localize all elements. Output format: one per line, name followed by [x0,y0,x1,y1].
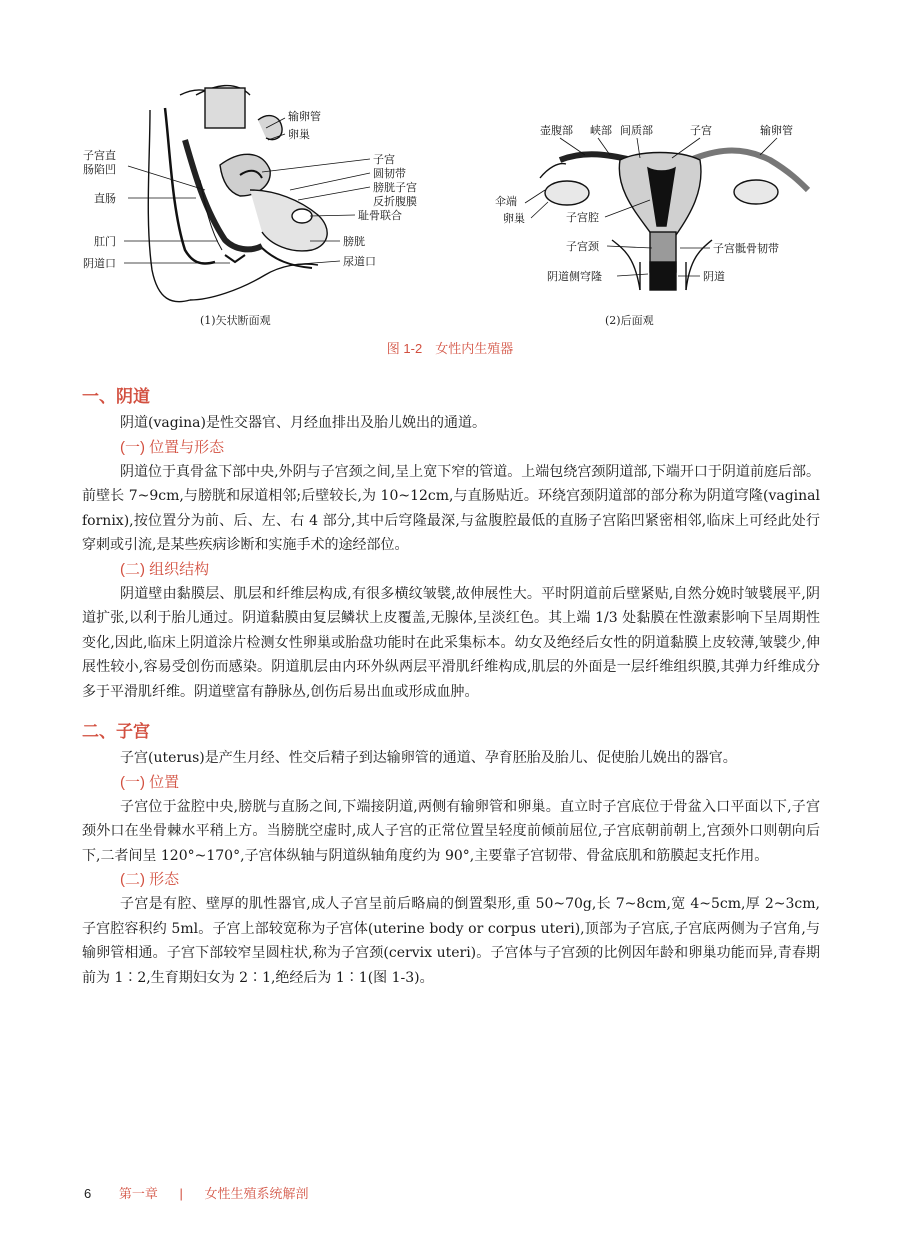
subheading-position-shape: (一) 位置与形态 [120,438,225,456]
label-rectouterine-pouch-1: 子宫直 [83,149,116,162]
label-rectum: 直肠 [94,192,116,205]
label-ovary: 卵巢 [288,128,310,141]
label-vaginal-orifice: 阴道口 [83,257,116,270]
chapter-label: 第一章 [118,1186,158,1201]
label-vesicouterine-1: 膀胱子宫 [373,181,417,194]
label-lateral-fornix: 阴道侧穹隆 [547,270,602,283]
main-text [82,383,820,990]
label-interstitial: 间质部 [620,124,653,137]
vagina-position-text: 阴道位于真骨盆下部中央,外阴与子宫颈之间,呈上宽下窄的管道。上端包绕宫颈阴道部,下端开口于阴道前庭后部。前壁长 7~9cm,与膀胱和尿道相邻;后壁较长,为 10~12cm,与直肠贴近。环绕宫颈阴道部的部分称为阴道穹隆(vaginal fornix),按位置分为前、后、左、右 4 部分,其中后穹隆最深,与盆腹腔最低的直肠子宫陷凹紧密相邻,临床上可经此处行穿刺或引流,是某些疾病诊断和实施手术的途经部位。 [82,463,820,553]
label-round-ligament: 圆韧带 [373,167,406,180]
label-pubic-symphysis: 耻骨联合 [358,209,402,222]
uterus-position-text: 子宫位于盆腔中央,膀胱与直肠之间,下端接阴道,两侧有输卵管和卵巢。直立时子宫底位于骨盆入口平面以下,子宫颈外口在坐骨棘水平稍上方。当膀胱空虚时,成人子宫的正常位置呈轻度前倾前屈位,子宫底朝前朝上,宫颈外口则朝向后下,二者间呈 120°~170°,子宫体纵轴与阴道纵轴角度约为 90°,主要靠子宫韧带、骨盆底肌和筋膜起支托作用。 [82,798,820,864]
page-number: 6 [84,1186,92,1201]
subheading-shape: (二) 形态 [120,871,180,888]
label-uterosacral-ligament: 子宫骶骨韧带 [713,242,779,255]
vagina-tissue-text: 阴道壁由黏膜层、肌层和纤维层构成,有很多横纹皱襞,故伸展性大。平时阴道前后壁紧贴,自然分娩时皱襞展平,阴道扩张,以利于胎儿通过。阴道黏膜由复层鳞状上皮覆盖,无腺体,呈淡红色。其上端 1/3 处黏膜在性激素影响下呈周期性变化,因此,临床上阴道涂片检测女性卵巢或胎盘功能时在此采集标本。幼女及绝经后女性的阴道黏膜上皮较薄,皱襞少,伸展性较小,容易受创伤而感染。阴道肌层由内环外纵两层平滑肌纤维构成,肌层的外面是一层纤维组织膜,其弹力纤维成分多于平滑肌纤维。阴道壁富有静脉丛,创伤后易出血或形成血肿。 [82,585,820,700]
footer-separator: | [179,1186,183,1201]
caption-posterior: (2)后面观 [605,314,654,327]
label-tube-top: 输卵管 [760,124,793,137]
label-uterus-top: 子宫 [690,124,712,137]
figure-1-2 [0,0,900,360]
label-fallopian-tube: 输卵管 [288,110,321,123]
chapter-title: 女性生殖系统解剖 [204,1186,309,1201]
label-vesicouterine-2: 反折腹膜 [373,195,417,208]
figure-title: 图 1-2 女性内生殖器 [386,341,514,356]
label-urethral-orifice: 尿道口 [343,255,376,268]
subheading-position: (一) 位置 [120,773,180,791]
subheading-tissue-structure: (二) 组织结构 [120,560,210,578]
label-anus: 肛门 [94,235,116,248]
section-heading-uterus: 二、子宫 [82,722,150,741]
label-uterine-cavity: 子宫腔 [566,211,599,224]
caption-sagittal: (1)矢状断面观 [200,314,271,327]
uterus-intro: 子宫(uterus)是产生月经、性交后精子到达输卵管的通道、孕育胚胎及胎儿、促使胎儿娩出的器官。 [120,750,737,766]
label-cervix: 子宫颈 [566,240,599,253]
label-ampulla: 壶腹部 [540,124,573,137]
vagina-intro: 阴道(vagina)是性交器官、月经血排出及胎儿娩出的通道。 [120,415,486,431]
page-footer [84,1183,309,1202]
anatomy-illustration [0,0,900,360]
uterus-shape-text: 子宫是有腔、壁厚的肌性器官,成人子宫呈前后略扁的倒置梨形,重 50~70g,长 7~8cm,宽 4~5cm,厚 2~3cm,子宫腔容积约 5ml。子宫上部较宽称为子宫体(uterine body or corpus uteri),顶部为子宫底,子宫底两侧为子宫角,与输卵管相通。子宫下部较窄呈圆柱状,称为子宫颈(cervix uteri)。子宫体与子宫颈的比例因年龄和卵巢功能而异,青春期前为 1∶2,生育期妇女为 2∶1,绝经后为 1∶1(图 1-3)。 [82,896,820,986]
label-bladder: 膀胱 [343,235,365,248]
label-fimbria: 伞端 [495,195,517,208]
label-rectouterine-pouch-2: 肠陷凹 [83,163,116,176]
label-vagina-right: 阴道 [703,270,725,283]
label-isthmus: 峡部 [590,124,612,137]
section-heading-vagina: 一、阴道 [82,387,150,406]
label-ovary-right: 卵巢 [503,212,525,225]
label-uterus: 子宫 [373,153,395,166]
